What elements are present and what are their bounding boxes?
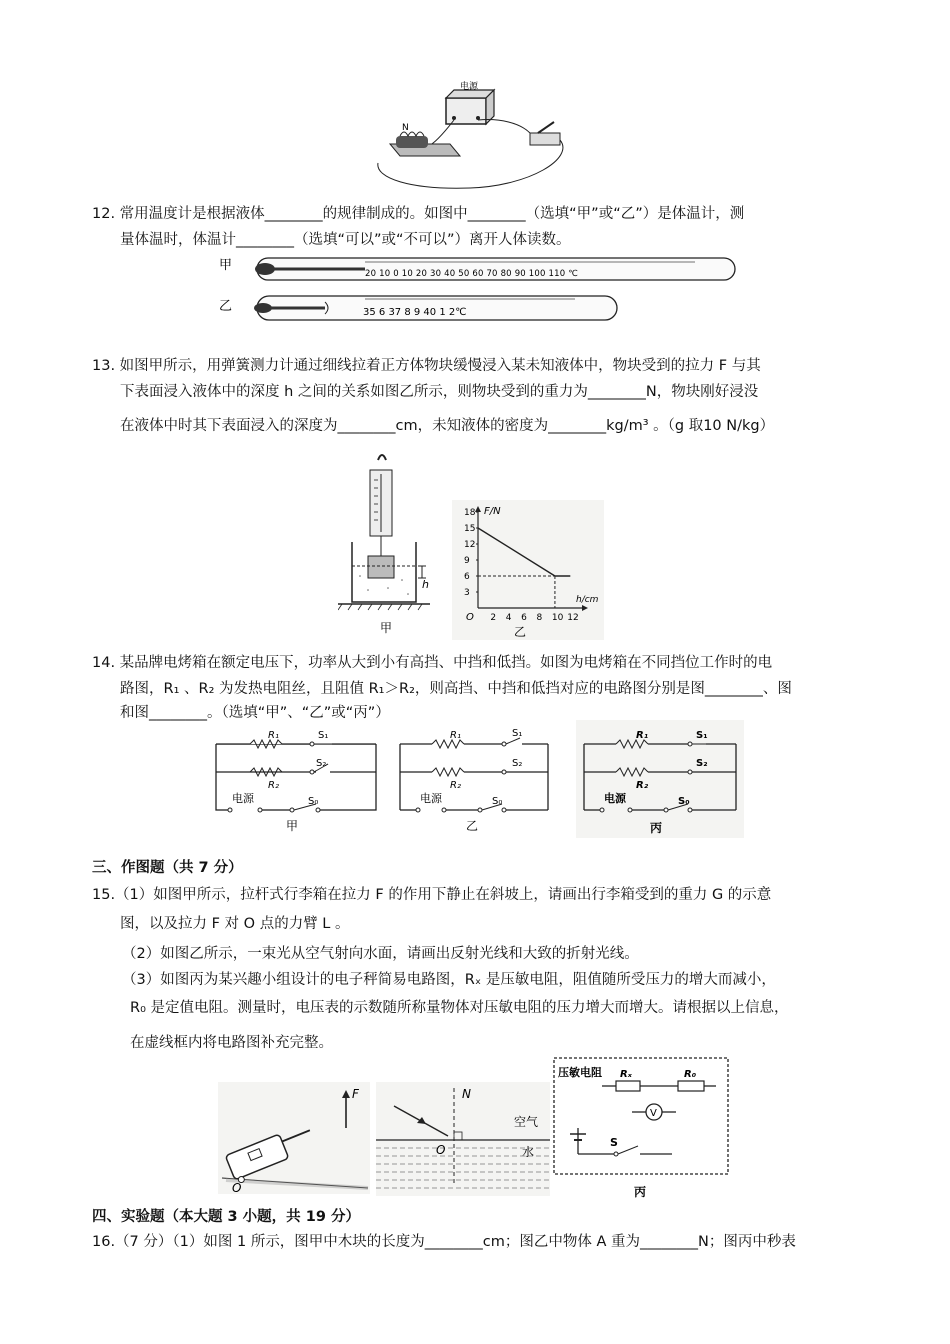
s0-jia: S₀	[308, 796, 319, 807]
fig-r0-label: R₀	[684, 1069, 697, 1080]
x-tick-label: 12	[567, 613, 579, 623]
r2-bing: R₂	[636, 780, 649, 791]
y-tick-label: 9	[464, 556, 470, 566]
circuit-bing	[576, 720, 744, 838]
fig-pressure-label: 压敏电阻	[558, 1066, 602, 1079]
r2-jia: R₂	[268, 780, 279, 791]
name-bing: 丙	[650, 821, 663, 835]
q13-line3: 在液体中时其下表面浸入的深度为________cm，未知液体的密度为________kg/m³ 。（g 取10 N/kg）	[120, 418, 775, 434]
r1-jia: R₁	[268, 730, 279, 741]
fig-v-label: V	[650, 1108, 657, 1119]
x-tick-label: 6	[521, 613, 527, 623]
q16-line1: 16.（7 分）（1）如图 1 所示，图甲中木块的长度为________cm；图乙中物体 A 重为________N；图丙中秒表	[92, 1234, 796, 1250]
s0-bing: S₀	[678, 796, 690, 807]
label-jia: 甲	[219, 258, 233, 273]
fig-s-label: S	[610, 1136, 618, 1149]
light-refraction-figure	[376, 1082, 550, 1196]
fig-bing-label: 丙	[634, 1185, 647, 1199]
y-tick-label: 12	[464, 540, 476, 550]
q13-line2: 下表面浸入液体中的深度 h 之间的关系如图乙所示，则物块受到的重力为________N，物块刚好浸没	[120, 384, 759, 400]
thermo-yi-scale: 35 6 37 8 9 40 1 2℃	[363, 307, 467, 318]
circuit-yi	[394, 722, 554, 836]
section4-title: 四、实验题（本大题 3 小题，共 19 分）	[92, 1209, 360, 1225]
label-yi: 乙	[219, 299, 233, 314]
top-circuit-figure	[370, 78, 580, 190]
power-label: 电源	[460, 82, 479, 92]
x-tick-label: 10	[551, 613, 564, 623]
h-label: h	[422, 578, 429, 591]
fig-yi-13: 乙	[514, 625, 527, 639]
fig-o-label: O	[232, 1181, 242, 1194]
power-jia: 电源	[232, 792, 254, 805]
s1-bing: S₁	[696, 730, 708, 741]
x-tick-label: 8	[536, 613, 543, 623]
q12-line1: 12. 常用温度计是根据液体________的规律制成的。如图中________（选填“甲”或“乙”）是体温计，测	[92, 206, 745, 222]
electronic-scale-figure	[552, 1056, 732, 1200]
axis-y-label: F/N	[484, 506, 501, 517]
fig-rx-label: Rₓ	[620, 1069, 632, 1080]
fig-water-label: 水	[522, 1145, 535, 1159]
section3-title: 三、作图题（共 7 分）	[92, 860, 243, 876]
q15-p3-line2: R₀ 是定值电阻。测量时，电压表的示数随所称量物体对压敏电阻的压力增大而增大。请根据以上信息，	[130, 1000, 789, 1016]
q15-p3-line1: （3）如图丙为某兴趣小组设计的电子秤简易电路图，Rₓ 是压敏电阻，阻值随所受压力的增大而减小，	[122, 972, 776, 988]
f-h-chart	[452, 500, 604, 640]
power-yi: 电源	[420, 792, 442, 805]
q15-p2: （2）如图乙所示，一束光从空气射向水面，请画出反射光线和大致的折射光线。	[122, 946, 639, 962]
fig-jia-13: 甲	[380, 621, 393, 635]
fig-n-label: N	[462, 1087, 471, 1101]
q12-line2: 量体温时，体温计________（选填“可以”或“不可以”）离开人体读数。	[120, 232, 571, 248]
power-bing: 电源	[604, 792, 626, 805]
y-tick-label: 6	[464, 572, 470, 582]
s1-jia: S₁	[318, 730, 329, 741]
name-jia: 甲	[286, 819, 299, 833]
name-yi: 乙	[466, 819, 479, 833]
s1-yi: S₁	[512, 728, 523, 739]
y-tick-label: 18	[464, 508, 476, 518]
fig-f-label: F	[352, 1087, 359, 1101]
y-tick-label: 15	[464, 524, 476, 534]
q15-p3-line3: 在虚线框内将电路图补充完整。	[130, 1035, 333, 1051]
thermometer-figure	[215, 252, 740, 326]
suitcase-slope-figure	[218, 1082, 370, 1194]
q15-p1-line2: 图，以及拉力 F 对 O 点的力臂 L 。	[120, 916, 350, 932]
fig-o2-label: O	[436, 1143, 446, 1157]
origin-label: O	[466, 612, 474, 623]
r1-bing: R₁	[636, 730, 649, 741]
q13-line1: 13. 如图甲所示，用弹簧测力计通过细线拉着正方体物块缓慢浸入某未知液体中，物块受到的拉力 F 与其	[92, 358, 761, 374]
spring-scale-figure	[338, 448, 436, 638]
r2-yi: R₂	[450, 780, 461, 791]
x-tick-label: 4	[505, 613, 512, 623]
circuit-jia	[210, 722, 380, 836]
series-line	[478, 528, 570, 576]
thermo-jia-scale: 20 10 0 10 20 30 40 50 60 70 80 90 100 110 ℃	[365, 269, 579, 279]
r1-yi: R₁	[450, 730, 461, 741]
q14-line1: 14. 某品牌电烤箱在额定电压下，功率从大到小有高挡、中挡和低挡。如图为电烤箱在不同挡位工作时的电	[92, 655, 773, 671]
fig-air-label: 空气	[514, 1115, 539, 1129]
q15-p1-line1: 15.（1）如图甲所示，拉杆式行李箱在拉力 F 的作用下静止在斜坡上，请画出行李箱受到的重力 G 的示意	[92, 887, 772, 903]
x-tick-label: 2	[490, 613, 497, 623]
q14-line3: 和图________。（选填“甲”、“乙”或“丙”）	[120, 705, 390, 721]
axis-x-label: h/cm	[576, 595, 599, 605]
s2-yi: S₂	[512, 758, 523, 769]
s2-jia: S₂	[316, 758, 327, 769]
y-tick-label: 3	[464, 588, 470, 598]
q14-line2: 路图，R₁ 、R₂ 为发热电阻丝，且阻值 R₁＞R₂，则高挡、中挡和低挡对应的电路图分别是图________、图	[120, 681, 792, 697]
s2-bing: S₂	[696, 758, 708, 769]
s0-yi: S₀	[492, 796, 503, 807]
n-label: N	[402, 123, 409, 133]
